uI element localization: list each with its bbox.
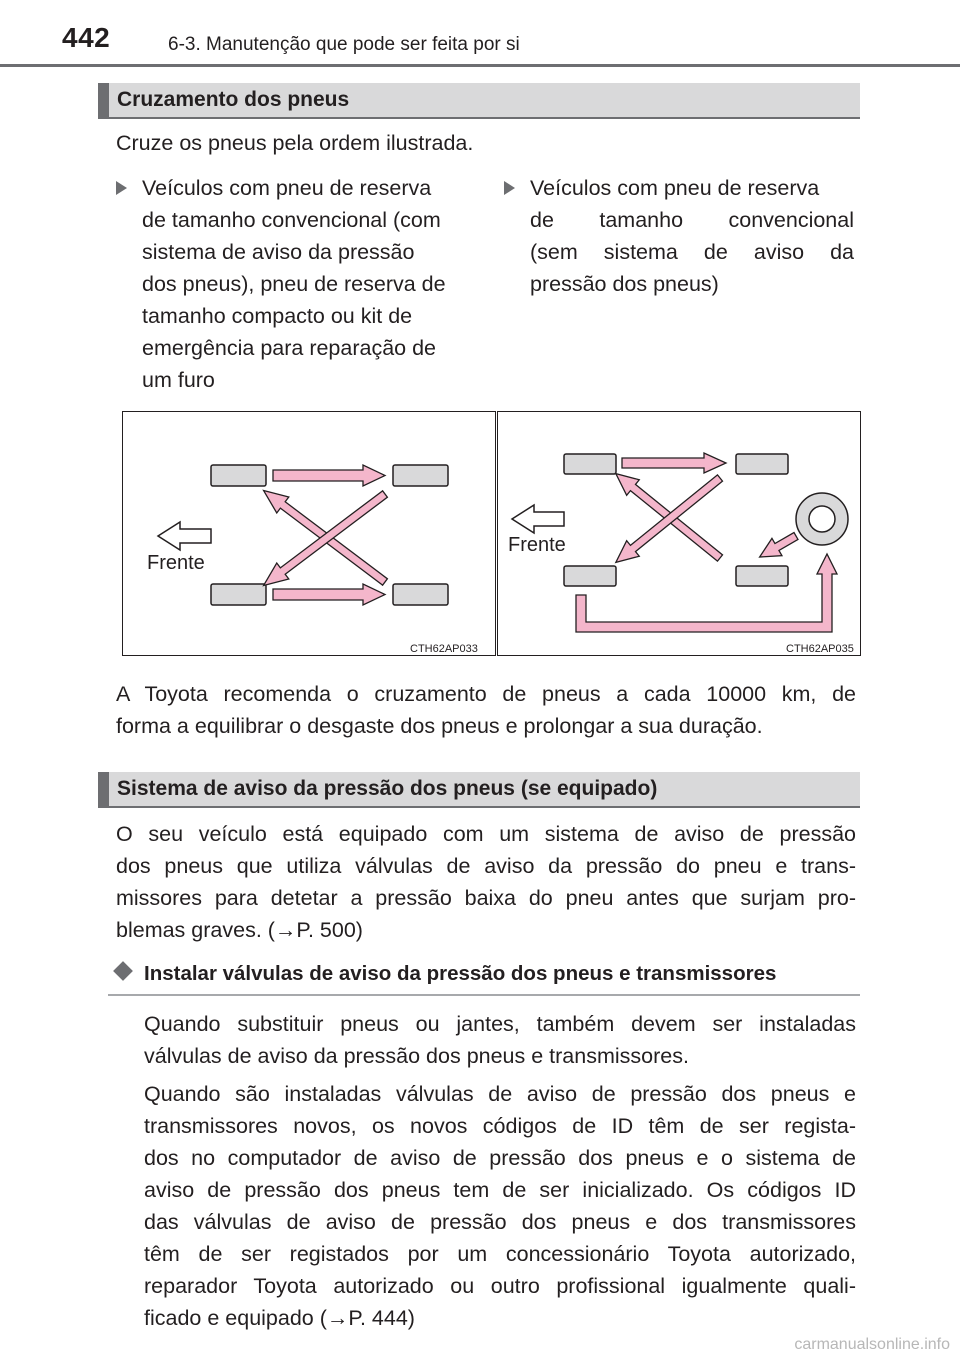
front-label: Frente: [508, 534, 566, 556]
running-head: 6-3. Manutenção que pode ser feita por si: [168, 34, 520, 55]
arrow-bottom: [273, 584, 385, 605]
tire-front-right: [211, 584, 266, 605]
para-line: O seu veículo está equipado com um sistema de aviso de pressão: [116, 822, 856, 846]
bullet-left: [142, 172, 476, 396]
bullet-line: Veículos com pneu de reserva: [142, 176, 432, 200]
para-line: dos no computador de aviso de pressão dos pneus e o sistema de: [144, 1146, 856, 1170]
subsection-title: Instalar válvulas de aviso da pressão dos pneus e transmissores: [144, 962, 777, 985]
tire-front-left: [211, 465, 266, 486]
arrow-spare: [755, 527, 801, 565]
section-title: Sistema de aviso da pressão dos pneus (se equipado): [117, 777, 658, 800]
triangle-bullet-icon: [504, 181, 515, 195]
front-arrow-icon: [158, 522, 211, 550]
bullet-line: tamanho compacto ou kit de: [142, 304, 413, 328]
bullet-line: sistema de aviso da pressão: [142, 240, 415, 264]
bullet-line: emergência para reparação de: [142, 336, 437, 360]
para-line: ficado e equipado (→P. 444): [144, 1306, 415, 1330]
diamond-bullet-icon: [113, 961, 133, 981]
para-line: A Toyota recomenda o cruzamento de pneus a cada 10000 km, de: [116, 682, 856, 706]
intro-text: Cruze os pneus pela ordem ilustrada.: [116, 131, 474, 155]
recommendation-text: [116, 678, 856, 742]
front-label: Frente: [147, 552, 205, 574]
bullet-right: [530, 172, 854, 300]
install-paragraph-1: [144, 1008, 856, 1072]
para-line: das válvulas de aviso de pressão dos pneus e dos transmissores: [144, 1210, 856, 1234]
tire-rear-left: [393, 465, 448, 486]
rotation-diagram-4: [123, 412, 497, 657]
page-number: 442: [62, 22, 111, 53]
tire-rear-left: [736, 454, 788, 474]
section-title-bar: [98, 83, 860, 119]
tire-rear-right: [393, 584, 448, 605]
bullet-line: (sem sistema de aviso da: [530, 240, 854, 264]
header-rule: [0, 64, 960, 67]
section-title-bar: [98, 772, 860, 808]
para-line: aviso de pressão dos pneus tem de ser inicializado. Os códigos ID: [144, 1178, 856, 1202]
spare-tire-hub: [809, 506, 835, 532]
para-line: reparador Toyota autorizado ou outro profissional igualmente quali-: [144, 1274, 856, 1298]
para-line: transmissores novos, os novos códigos de ID têm de ser regista-: [144, 1114, 856, 1138]
tpms-intro-text: [116, 818, 856, 946]
front-arrow-icon: [512, 505, 564, 533]
install-paragraph-2: [144, 1078, 856, 1334]
tire-rotation-figure-5: [497, 411, 861, 656]
bullet-line: de tamanho convencional: [530, 208, 854, 232]
tire-front-left: [564, 454, 616, 474]
watermark: carmanualsonline.info: [794, 1336, 950, 1353]
subsection-rule: [108, 994, 860, 996]
section-title: Cruzamento dos pneus: [117, 88, 350, 111]
tire-rear-right: [736, 566, 788, 586]
para-line: têm de ser registados por um concessionário Toyota autorizado,: [144, 1242, 856, 1266]
para-line: dos pneus que utiliza válvulas de aviso da pressão do pneu e trans-: [116, 854, 856, 878]
para-line: blemas graves. (→P. 500): [116, 918, 363, 942]
para-line: forma a equilibrar o desgaste dos pneus e prolongar a sua duração.: [116, 714, 763, 738]
para-line: Quando substituir pneus ou jantes, também devem ser instaladas: [144, 1012, 856, 1036]
bullet-line-last: um furo: [142, 368, 215, 392]
arrow-top: [273, 465, 385, 486]
bullet-line: de tamanho convencional (com: [142, 208, 441, 232]
triangle-bullet-icon: [116, 181, 127, 195]
bullet-line: Veículos com pneu de reserva: [530, 176, 820, 200]
para-line: missores para detetar a pressão baixa do pneu antes que surjam pro-: [116, 886, 856, 910]
bullet-line-last: pressão dos pneus): [530, 272, 719, 296]
bullet-line: dos pneus), pneu de reserva de: [142, 272, 446, 296]
para-line: válvulas de aviso da pressão dos pneus e transmissores.: [144, 1044, 689, 1068]
tire-rotation-figure-4: [122, 411, 496, 656]
figure-code: CTH62AP033: [410, 643, 478, 655]
para-line: Quando são instaladas válvulas de aviso de pressão dos pneus e: [144, 1082, 856, 1106]
figure-code: CTH62AP035: [786, 643, 854, 655]
arrow-top: [622, 453, 726, 473]
tire-front-right: [564, 566, 616, 586]
